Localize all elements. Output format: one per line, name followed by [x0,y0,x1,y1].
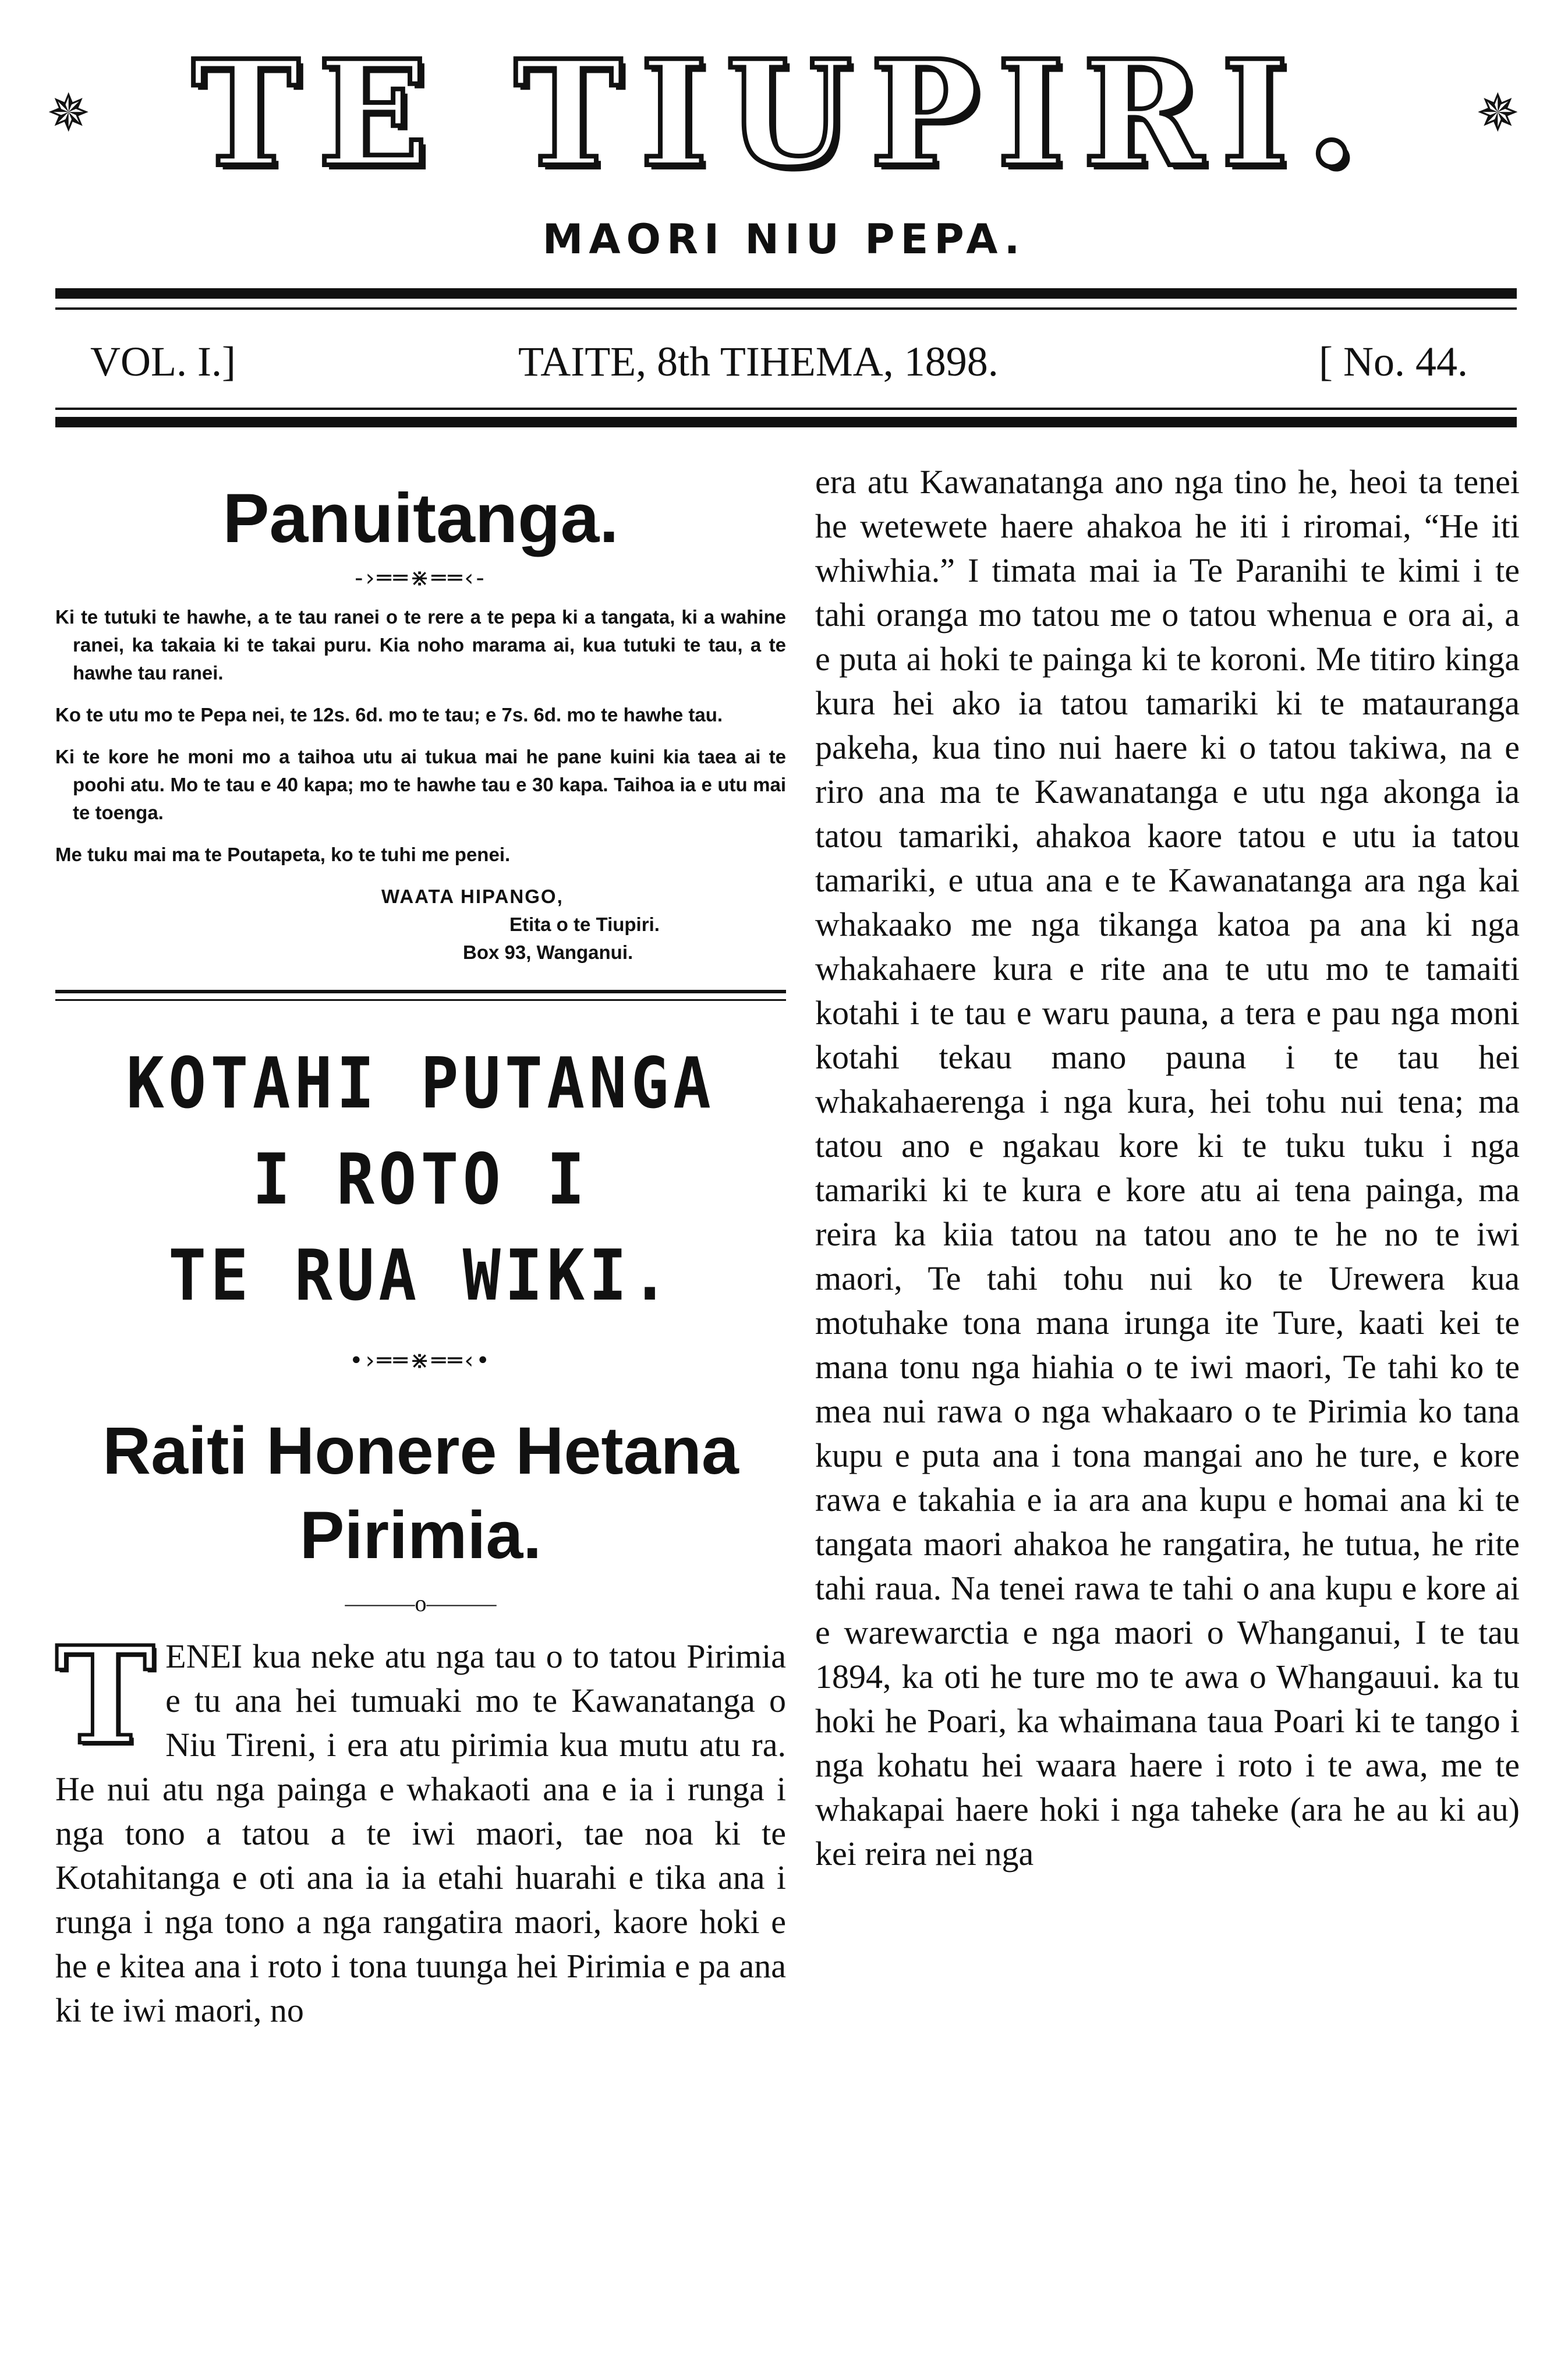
newspaper-title: TE TIUPIRI. [192,28,1375,199]
masthead-rule-top-thin [55,307,1517,310]
left-column [55,454,786,2033]
notice-paragraph: Ki te kore he moni mo a taihoa utu ai tukua mai he pane kuini kia taea ai te poohi atu. Mo te tau e 40 kapa; mo te hawhe tau e 30 kapa. Taihoa ia e utu mai te toenga. [55,746,786,823]
newspaper-subtitle: MAORI NIU PEPA. [542,215,1026,263]
issue-number: [ No. 44. [1319,338,1468,385]
masthead-rule-top [55,288,1517,299]
notice-ornament: -›══⋇══‹- [355,565,487,592]
dateline [55,338,1517,390]
notice-paragraph: Ki te tutuki te hawhe, a te tau ranei o te rere a te pepa ki a tangata, ki a wahine ranei, ka takaia ki te takai puru. Kia noho marama ai, kua tutuki te tau, a te hawhe tau ranei. [55,606,786,684]
headline-ornament: •›══⋇══‹• [349,1347,493,1374]
article-text-right: era atu Kawanatanga ano nga tino he, heoi ta tenei he wetewete haere ahakoa he iti i riromai, “He iti whiwhia.” I timata mai ia Te Paranihi te kimi i te tahi oranga mo tatou me o tatou whenua e ora ai, a e puta ai hoki te painga ki te koroni. Me titiro kinga kura hei ako ia tatou tamariki ki te matauranga pakeha, kua tino nui haere ki o tatou takiwa, na e riro ana ma te Kawanatanga e utu nga akonga ia tatou tamariki, ahakoa kaore tatou e utu ia tatou tamariki, e utua ana e te Kawanatanga ara nga kai whakaako me nga tikanga katoa pa ana ki nga whakahaere kura e rite ana te utu mo te tamaiti kotahi i te tau e waru pauna, a tera e pau nga moni kotahi tekau mano pauna i te tau hei whakahaerenga i nga kura, hei tohu nui tena; ma tatou ano e ngakau kore ki te tuku tuku i nga tamariki ki te kura e kore atu ai tena painga, ma reira ka kiia tatou na tatou ano te he no te iwi maori, Te tahi tohu nui ko te Urewera kua motuhake tona mana irunga ite Ture, kaati kei te mana tonu nga hiahia o te iwi maori, Te tahi ko te mea nui rawa o nga whakaaro o te Pirimia ko tana kupu e puta ana i tona mangai ano he ture, e kore rawa e takahia e ia ara ana kupu e homai ana ki te tangata maori ahakoa he rangatira, he tutua, he rite tahi raua. Na tenei rawa te tahi o ana kupu e kore ai e warewarctia e nga maori o Whanganui, I te tau 1894, ka oti he ture mo te awa o Whangauui. ka tu hoki he Poari, ka whaimana taua Poari ki te tango i nga kohatu hei waara haere i roto i te awa, me te whakapai haere hoki i nga taheke (ara he au ki au) kei reira nei nga [815,463,1520,1873]
masthead [47,28,1520,199]
volume-label: VOL. I.] [90,338,236,385]
notice-heading: Panuitanga. [222,479,619,557]
article-subhead-line-1: Raiti Honere Hetana [102,1414,739,1488]
editor-name: WAATA HIPANGO, [381,886,564,907]
article-headline-line-2: TE RUA WIKI. [168,1236,673,1316]
drop-cap: T [55,1617,155,1775]
notice-paragraph: Me tuku mai ma te Poutapeta, ko te tuhi me penei. [55,844,511,865]
star-ornament-left: ✵ [47,83,91,144]
right-column [815,460,1520,1876]
article-subhead-line-2: Pirimia. [299,1498,542,1573]
article-text-left: ENEI kua neke atu nga tau o to tatou Pirimia e tu ana hei tumuaki mo te Kawanatanga o Niu Tireni, i era atu pirimia kua mutu atu ra. He nui atu nga painga e whakaoti ana e ia i runga i nga tono a tatou a te iwi maori, tae noa ki te Kotahitanga e oti ana ia ia etahi huarahi e tika ana i runga i nga tono a nga rangatira maori, kaore hoki e he e kitea ana i roto i tona tuunga hei Pirimia e pa ana ki te iwi maori, no [55,1637,786,2029]
issue-date: TAITE, 8th TIHEMA, 1898. [518,338,999,385]
article-headline-line-1: KOTAHI PUTANGA I ROTO I [126,1043,716,1220]
notice-paragraph: Ko te utu mo te Pepa nei, te 12s. 6d. mo te tau; e 7s. 6d. mo te hawhe tau. [55,704,723,725]
star-ornament-right: ✵ [1475,83,1520,144]
dateline-rule-thin [55,408,1517,410]
dateline-rule-thick [55,417,1517,427]
subhead-rule: ———o——— [345,1590,497,1616]
article-body-left [55,1617,786,2033]
section-divider [55,990,786,1001]
editor-role: Etita o te Tiupiri. [509,914,660,935]
editor-address: Box 93, Wanganui. [463,941,633,963]
